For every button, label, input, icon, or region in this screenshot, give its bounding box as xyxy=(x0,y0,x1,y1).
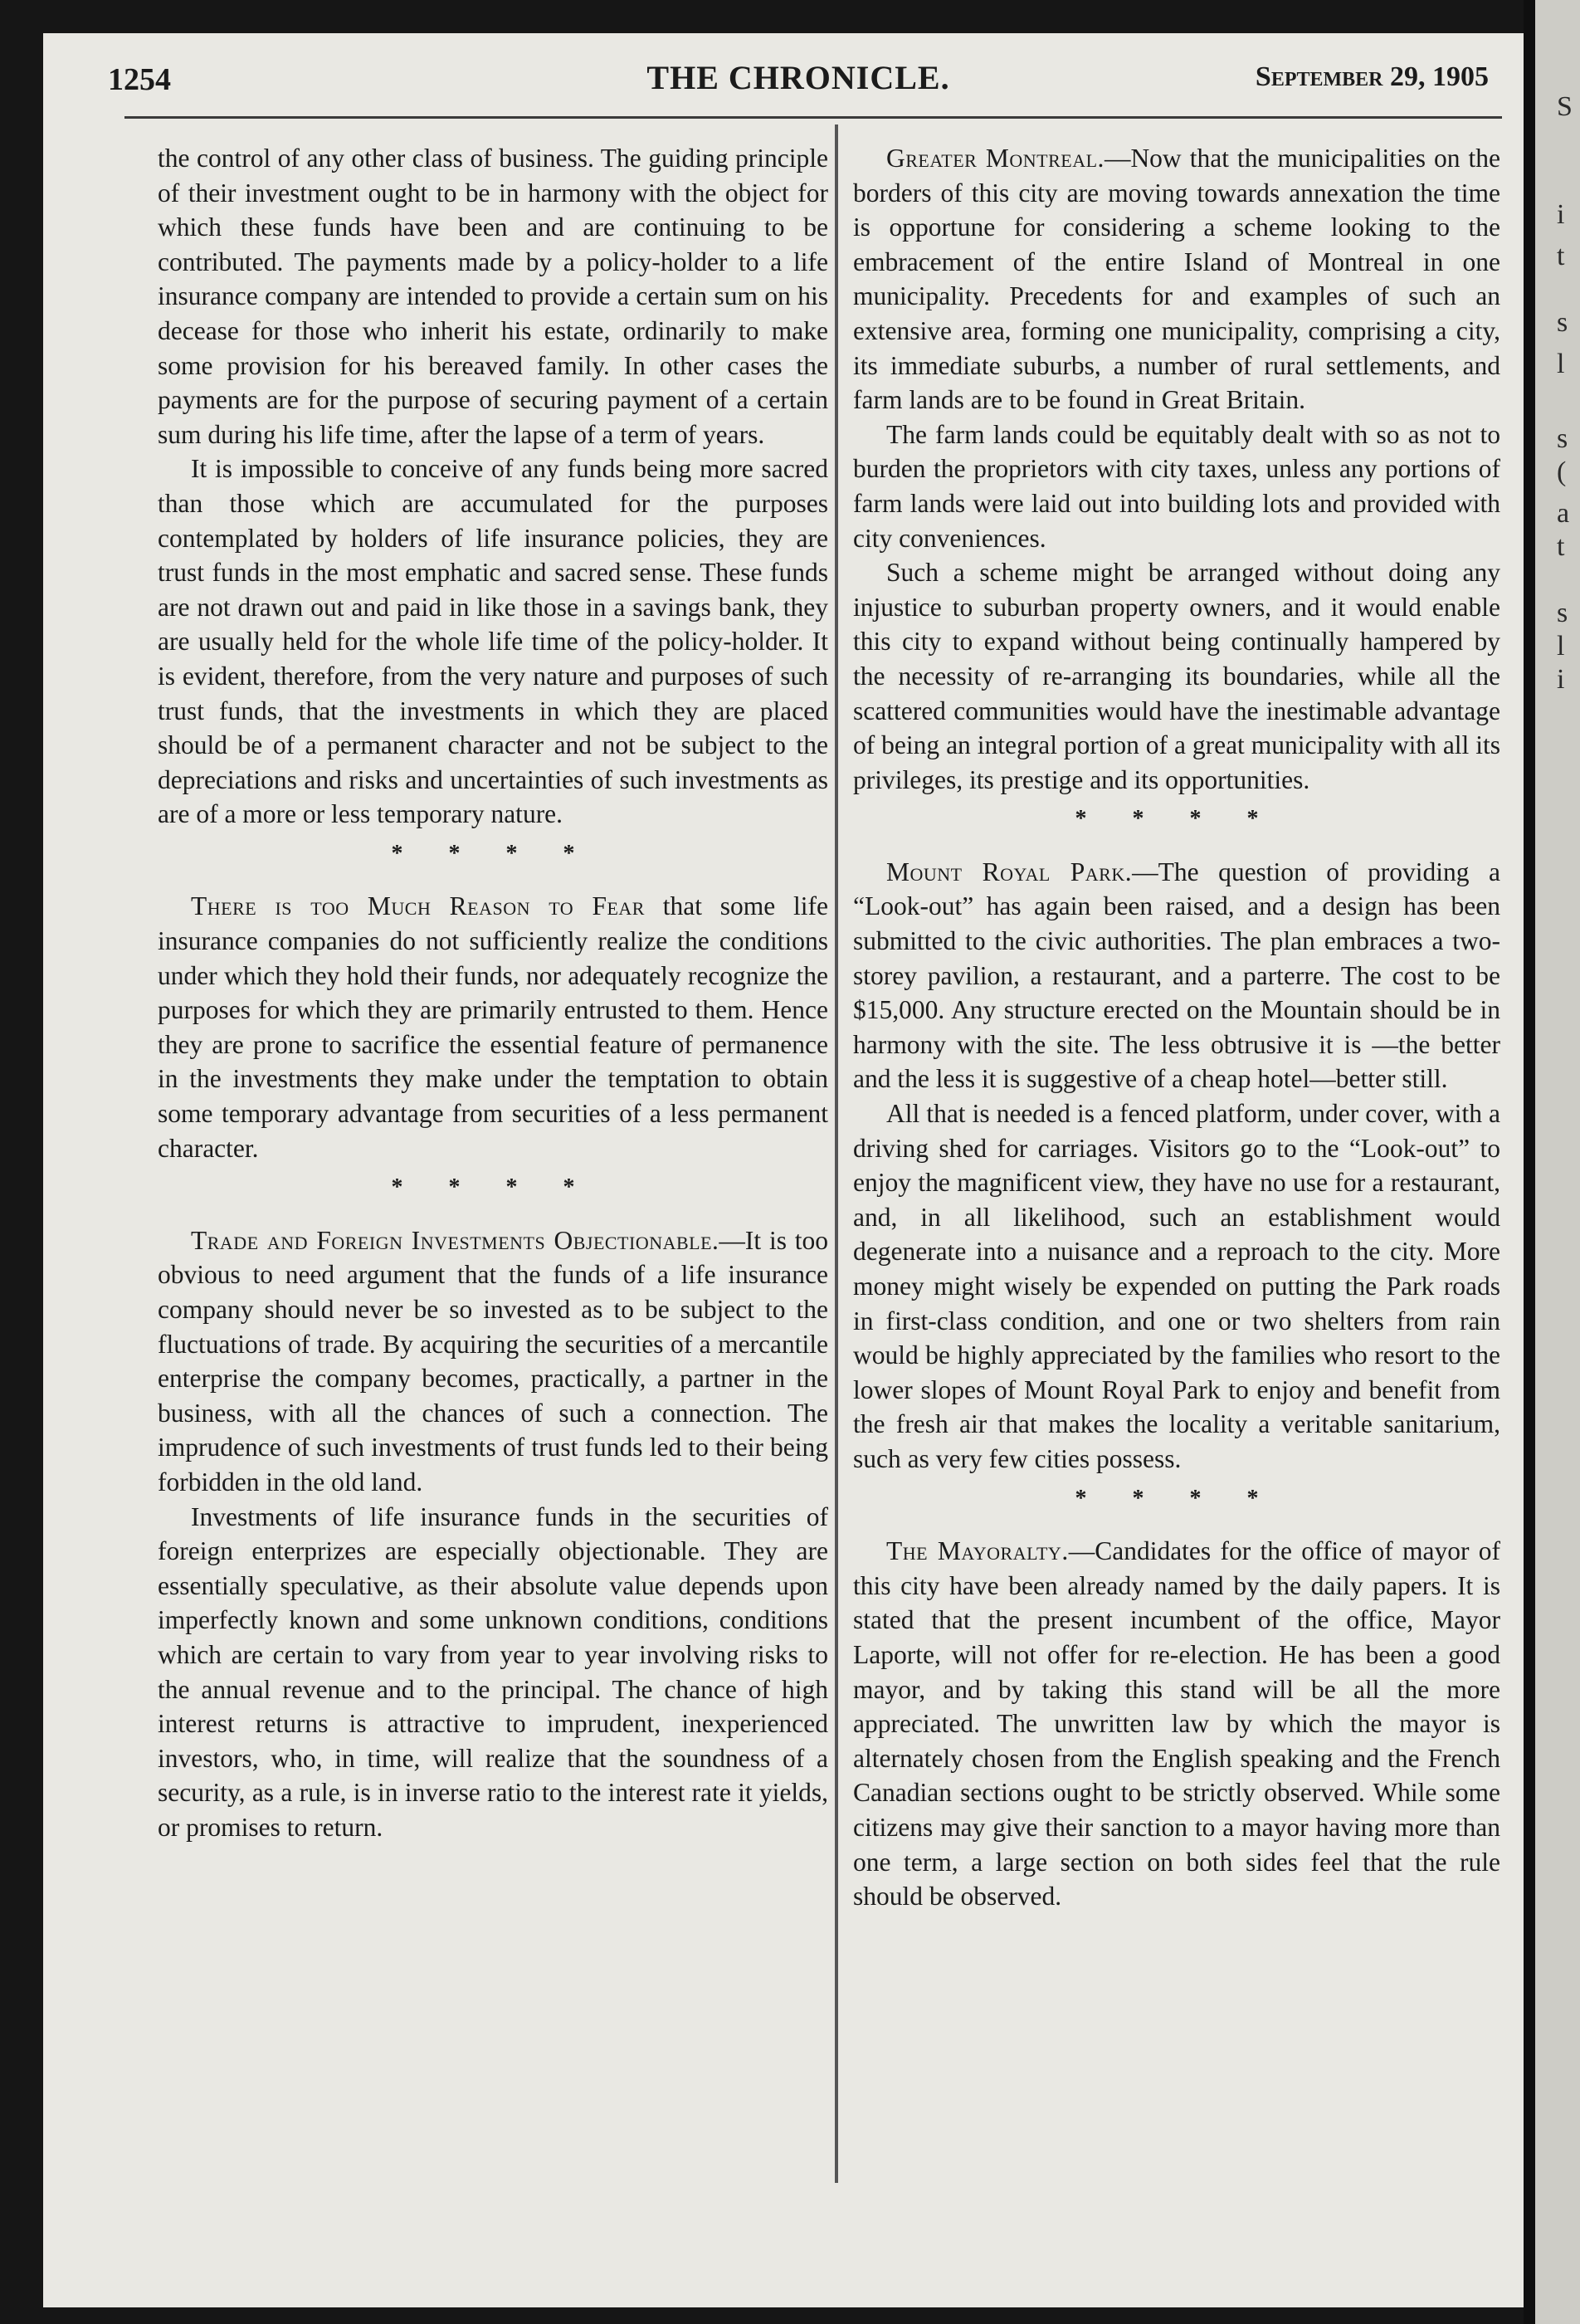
adjacent-page-fragment: s xyxy=(1557,423,1568,454)
article-heading: The Mayoralty. xyxy=(886,1536,1069,1566)
page-gutter-shadow xyxy=(1524,0,1535,2324)
adjacent-page-fragment: S xyxy=(1557,91,1573,122)
article-text: that some life insurance companies do not sufficiently realize the conditions under which they hold their funds, nor adequately recognize the purposes for which they are primarily entrusted to them. Hence they are prone to sacrifice the essential feature of permanence in the investments they make under the temptation to obtain some temporary advantage from securities of a less permanent character. xyxy=(158,891,828,1163)
article-paragraph xyxy=(853,141,1500,417)
article-heading: There is too Much Reason to Fear xyxy=(191,891,645,921)
adjacent-page-fragment: s xyxy=(1557,307,1568,338)
section-separator: * * * * xyxy=(391,1174,595,1201)
adjacent-page-fragment: ( xyxy=(1557,456,1567,487)
paragraph: Investments of life insurance funds in the securities of foreign enterprizes are especially objectionable. They are essentially speculative, as their absolute value depends upon imperfectly known and some unknown conditions, conditions which are certain to vary from year to year involving risks to the annual revenue and to the principal. The chance of high interest returns is attractive to imprudent, inexperienced investors, who, in time, will realize that the soundness of a security, as a rule, is in inverse ratio to the interest rate it yields, or promises to return. xyxy=(158,1501,828,1842)
section-separator: * * * * xyxy=(1075,806,1279,832)
page-header xyxy=(108,51,1489,110)
adjacent-page-fragment: t xyxy=(1557,531,1565,562)
article-text: —It is too obvious to need argument that the funds of a life insurance company should never be so invested as to be subject to the fluctuations of trade. By acquiring the securities of a mercantile enterprise the company becomes, practically, a partner in the business, with all the chances of such a connection. The imprudence of such investments of trust funds led to their being forbidden in the old land. xyxy=(158,1225,828,1496)
adjacent-page-fragment: a xyxy=(1557,498,1570,529)
section-separator: * * * * xyxy=(1075,1485,1279,1511)
adjacent-page-fragment: l xyxy=(1557,631,1565,662)
adjacent-page-fragment: l xyxy=(1557,349,1565,379)
article-paragraph xyxy=(158,889,828,1165)
adjacent-page-fragment: s xyxy=(1557,598,1568,628)
adjacent-page-fragment: i xyxy=(1557,664,1565,695)
publication-title: THE CHRONICLE. xyxy=(646,59,950,96)
article-paragraph xyxy=(158,1223,828,1500)
paragraph: It is impossible to conceive of any funds being more sacred than those which are accumulated for the purposes contemplated by holders of life insurance policies, they are trust funds in the most emphatic and sacred sense. These funds are not drawn out and paid in like those in a savings bank, they are usually held for the whole life time of the policy-holder. It is evident, therefore, from the very nature and purposes of such trust funds, that the investments in which they are placed should be of a permanent character and not be subject to the depreciations and risks and uncertainties of such investments as are of a more or less temporary nature. xyxy=(158,454,828,829)
paragraph: Such a scheme might be arranged without doing any injustice to suburban property owners, and it would enable this city to expand without being continually hampered by the necessity of re-arranging its boundaries, while all the scattered communities would have the inestimable advantage of being an integral portion of a great municipality with all its privileges, its prestige and its opportunities. xyxy=(853,558,1500,794)
article-heading: Greater Montreal. xyxy=(886,144,1105,173)
article-paragraph xyxy=(853,1534,1500,1914)
adjacent-page-fragment: t xyxy=(1557,241,1565,271)
adjacent-page-edge xyxy=(1524,0,1580,2324)
page-number: 1254 xyxy=(108,62,171,97)
article-text: —Candidates for the office of mayor of this city have been already named by the daily papers. It is stated that the present incumbent of the office, Mayor Laporte, will not offer for re-election. He has been a good mayor, and by taking this stand will be all the more appreciated. The unwritten law by which the mayor is alternately chosen from the English speaking and the French Canadian sections ought to be strictly observed. While some citizens may give their sanction to a mayor having more than one term, a large section on both sides feel that the rule should be observed. xyxy=(853,1536,1500,1911)
column-divider xyxy=(835,124,838,2183)
adjacent-page-fragment: i xyxy=(1557,199,1565,230)
header-rule xyxy=(124,116,1502,119)
issue-date: September 29, 1905 xyxy=(1255,61,1489,92)
paragraph: the control of any other class of business. The guiding principle of their investment ought to be in harmony with the object for which these funds have been and are continuing to be contributed. The payments made by a policy-holder to a life insurance company are intended to provide a certain sum on his decease for those who inherit his estate, ordinarily to make some provision for his bereaved family. In other cases the payments are for the purpose of securing payment of a certain sum during his life time, after the lapse of a term of years. xyxy=(158,144,828,449)
section-separator: * * * * xyxy=(391,840,595,867)
article-paragraph xyxy=(853,855,1500,1096)
paragraph: All that is needed is a fenced platform, under cover, with a driving shed for carriages. Visitors go to the “Look-out” to enjoy the magnificent view, they have no use for a restaurant, and, in all likelihood, such an establishment would degenerate into a nuisance and a reproach to the city. More money might wisely be expended on putting the Park roads in first-class condition, and one or two shelters from rain would be highly appreciated by the families who resort to the lower slopes of Mount Royal Park to enjoy and benefit from the fresh air that makes the locality a veritable sanitarium, such as very few cities possess. xyxy=(853,1099,1500,1473)
right-column xyxy=(853,141,1500,1914)
paragraph: The farm lands could be equitably dealt with so as not to burden the proprietors with city taxes, unless any portions of farm lands were laid out into building lots and provided with city conveniences. xyxy=(853,419,1500,553)
article-heading: Mount Royal Park. xyxy=(886,857,1133,886)
article-text: —The question of providing a “Look-out” has again been raised, and a design has been submitted to the civic authorities. The plan embraces a two-storey pavilion, a restaurant, and a parterre. The cost to be $15,000. Any structure erected on the Mountain should be in harmony with the site. The less obtrusive it is —the better and the less it is suggestive of a cheap hotel—better still. xyxy=(853,857,1500,1094)
article-text: —Now that the municipalities on the borders of this city are moving towards annexation the time is opportune for considering a scheme looking to the embracement of the entire Island of Montreal in one municipality. Precedents for and examples of such an extensive area, forming one municipality, comprising a city, its immediate suburbs, a number of rural settlements, and farm lands are to be found in Great Britain. xyxy=(853,144,1500,415)
left-column xyxy=(158,141,828,1845)
article-heading: Trade and Foreign Investments Objectionable. xyxy=(191,1225,719,1255)
